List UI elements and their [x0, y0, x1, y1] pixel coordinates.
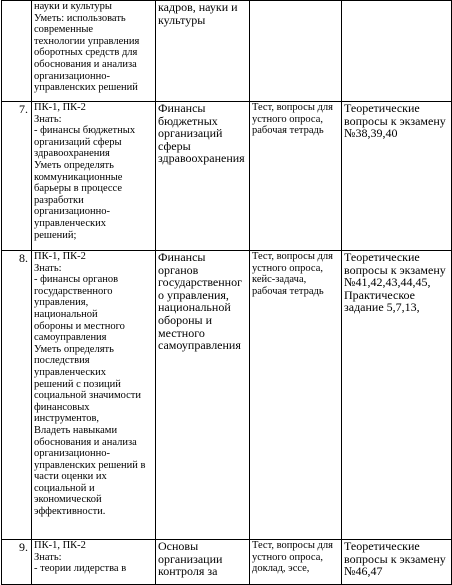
- cell-text-line: решений с позиций: [34, 378, 121, 390]
- cell-text-line: барьеры в процессе: [34, 183, 122, 195]
- cell-text-line: государственного: [34, 285, 113, 297]
- cell-text-line: социальной значимости: [34, 390, 141, 402]
- cell-text-line: Финансы: [158, 101, 206, 115]
- cell-text-line: бюджетных: [158, 113, 218, 128]
- cell-text-line: организационно-: [34, 448, 110, 460]
- cell-text-line: - финансы органов: [34, 274, 119, 286]
- cell-text-line: Владеть навыками: [34, 424, 118, 436]
- assessment-cell: [250, 1, 342, 102]
- row-number: 8.: [2, 251, 32, 540]
- section-cell: [156, 540, 250, 585]
- assessment-cell: [250, 540, 342, 585]
- cell-text-line: обоснования и анализа: [34, 58, 137, 70]
- cell-text-line: кадров, науки и: [158, 0, 238, 14]
- cell-text-line: Тест, вопросы для: [252, 540, 333, 551]
- assessment-cell: [250, 102, 342, 251]
- cell-text-line: устного опроса,: [252, 113, 323, 125]
- table-row: [2, 102, 452, 251]
- cell-text-line: - теории лидерства в: [34, 563, 127, 575]
- cell-text-line: эффективности.: [34, 506, 106, 518]
- cell-text-line: управленских решений: [34, 82, 138, 94]
- cell-text-line: устного опроса,: [252, 262, 323, 274]
- cell-text-line: Финансы: [158, 250, 206, 264]
- section-cell: [156, 102, 250, 251]
- cell-text-line: обоснования и анализа: [34, 436, 137, 448]
- cell-text-line: рабочая тетрадь: [252, 125, 324, 137]
- cell-text-line: ПК-1, ПК-2: [34, 251, 86, 262]
- cell-text-line: о управления,: [158, 287, 229, 302]
- assessment-cell: [250, 251, 342, 540]
- cell-text-line: Тест, вопросы для: [252, 251, 333, 262]
- cell-text-line: инструментов,: [34, 413, 100, 425]
- cell-text-line: управленческих: [34, 217, 106, 229]
- row-number: 7.: [2, 102, 32, 251]
- cell-text-line: самоуправления: [34, 332, 107, 344]
- cell-text-line: вопросы к экзамену: [344, 551, 446, 566]
- cell-text-line: организационно-: [34, 206, 110, 218]
- row-number: [2, 1, 32, 102]
- cell-text-line: экономической: [34, 494, 102, 506]
- cell-text-line: Уметь определять: [34, 343, 114, 355]
- cell-text-line: финансовых: [34, 401, 90, 413]
- cell-text-line: Тест, вопросы для: [252, 102, 333, 113]
- cell-text-line: решений;: [34, 229, 77, 241]
- cell-text-line: организации: [158, 551, 223, 566]
- tasks-cell: [342, 102, 452, 251]
- cell-text-line: Знать:: [34, 262, 62, 274]
- row-number: 9.: [2, 540, 32, 585]
- assessment-table: [1, 0, 452, 585]
- cell-text-line: социальной и: [34, 482, 95, 494]
- cell-text-line: Уметь определять: [34, 159, 114, 171]
- cell-text-line: Теоретические: [344, 250, 420, 264]
- cell-text-line: Теоретические: [344, 539, 420, 553]
- cell-text-line: вопросы к экзамену: [344, 113, 446, 128]
- cell-text-line: Знать:: [34, 113, 62, 125]
- cell-text-line: задание 5,7,13,: [344, 300, 420, 315]
- cell-text-line: вопросы к экзамену: [344, 262, 446, 277]
- cell-text-line: контроля за: [158, 564, 218, 579]
- cell-text-line: №46,47: [344, 564, 383, 579]
- cell-text-line: разработки: [34, 194, 84, 206]
- cell-text-line: - финансы бюджетных: [34, 125, 136, 137]
- cell-text-line: управленских решений в: [34, 459, 146, 471]
- cell-text-line: Практическое: [344, 287, 416, 302]
- table-row: [2, 540, 452, 585]
- cell-text-line: последствия: [34, 355, 90, 367]
- cell-text-line: науки и культуры: [34, 1, 112, 12]
- tasks-cell: [342, 540, 452, 585]
- cell-text-line: местного: [158, 325, 205, 340]
- tasks-cell: [342, 251, 452, 540]
- cell-text-line: органов: [158, 262, 199, 277]
- cell-text-line: устного опроса,: [252, 551, 323, 563]
- cell-text-line: Уметь: использовать: [34, 12, 126, 24]
- table-row: [2, 1, 452, 102]
- cell-text-line: коммуникационные: [34, 171, 123, 183]
- cell-text-line: рабочая тетрадь: [252, 285, 324, 297]
- cell-text-line: организационно-: [34, 70, 110, 82]
- cell-text-line: №41,42,43,44,45,: [344, 275, 431, 290]
- cell-text-line: самоуправления: [158, 338, 241, 353]
- section-cell: [156, 1, 250, 102]
- competence-cell: [32, 540, 156, 585]
- cell-text-line: Теоретические: [344, 101, 420, 115]
- cell-text-line: организаций сферы: [34, 136, 122, 148]
- cell-text-line: национальной: [158, 300, 231, 315]
- cell-text-line: части оценки их: [34, 471, 107, 483]
- cell-text-line: оборотных средств для: [34, 47, 138, 59]
- cell-text-line: сферы: [158, 138, 191, 153]
- cell-text-line: обороны и: [158, 312, 213, 327]
- tasks-cell: [342, 1, 452, 102]
- cell-text-line: кейс-задача,: [252, 274, 307, 286]
- cell-text-line: управления,: [34, 297, 89, 309]
- cell-text-line: ПК-1, ПК-2: [34, 540, 86, 551]
- section-cell: [156, 251, 250, 540]
- cell-text-line: №38,39,40: [344, 126, 398, 141]
- cell-text-line: национальной: [34, 308, 98, 320]
- competence-cell: [32, 251, 156, 540]
- cell-text-line: государственног: [158, 275, 243, 290]
- competence-cell: [32, 102, 156, 251]
- cell-text-line: культуры: [158, 12, 206, 27]
- cell-text-line: здравоохранения: [158, 151, 245, 166]
- table-row: [2, 251, 452, 540]
- cell-text-line: управленческих: [34, 366, 106, 378]
- cell-text-line: современные: [34, 24, 94, 36]
- cell-text-line: доклад, эссе,: [252, 563, 310, 575]
- cell-text-line: обороны и местного: [34, 320, 125, 332]
- cell-text-line: Знать:: [34, 551, 62, 563]
- document-page: [1, 0, 451, 585]
- cell-text-line: технологии управления: [34, 35, 140, 47]
- cell-text-line: здравоохранения: [34, 148, 110, 160]
- cell-text-line: ПК-1, ПК-2: [34, 102, 86, 113]
- competence-cell: [32, 1, 156, 102]
- cell-text-line: организаций: [158, 126, 223, 141]
- cell-text-line: Основы: [158, 539, 199, 553]
